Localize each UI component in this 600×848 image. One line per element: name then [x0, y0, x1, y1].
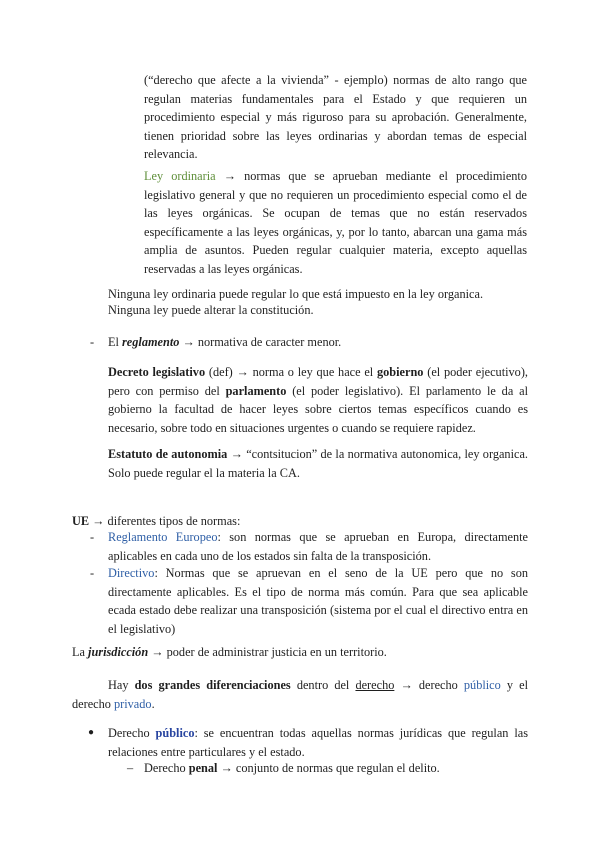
- reglamento-post: → normativa de caracter menor.: [179, 335, 342, 349]
- arrow-text: →: [215, 169, 245, 183]
- derecho-penal-item: [144, 759, 528, 778]
- term-ue: UE: [72, 514, 90, 528]
- term-directivo: Directivo: [108, 566, 155, 580]
- term-parlamento: parlamento: [225, 383, 287, 398]
- ue-item-reglamento-europeo: [108, 528, 528, 565]
- bullet-dot: ●: [88, 727, 95, 738]
- term-derecho: derecho: [355, 678, 395, 692]
- reglamento-bullet: -: [90, 335, 95, 349]
- term-ley-ordinaria: Ley ordinaria: [144, 169, 216, 183]
- term-reglamento: reglamento: [122, 335, 180, 349]
- paragraph-ley-organica-cont: (“derecho que afecte a la vivienda” - ejemplo) normas de alto rango que regulan materias fundamentales para el Estado y que requieren un procedimiento especial y más riguroso para su aprobación. Generalmente, tienen prioridad sobre las leyes ordinarias y abordan temas de especial relevancia.: [144, 73, 527, 161]
- publico-text: : se encuentran todas aquellas normas jurídicas que regulan las relaciones entre particulares y el estado.: [108, 726, 528, 759]
- hay-t5: .: [151, 696, 155, 711]
- jurisdiccion-post: → poder de administrar justicia en un territorio.: [148, 645, 387, 659]
- term-estatuto: Estatuto de autonomia: [108, 447, 228, 461]
- ue-text: → diferentes tipos de normas:: [89, 514, 241, 528]
- term-gobierno: gobierno: [377, 365, 424, 379]
- jurisdiccion-line: [72, 643, 528, 662]
- penal-post: → conjunto de normas que regulan el delito.: [217, 761, 440, 775]
- reglamento-pre: El: [108, 335, 123, 349]
- term-penal: penal: [188, 761, 218, 775]
- reglamento-europeo-text: : son normas que se aprueban en Europa, directamente aplicables en cada uno de los estados sin falta de la transposición.: [108, 530, 528, 563]
- paragraph-ley-ordinaria: [144, 167, 527, 278]
- note-ley-ordinaria: Ninguna ley ordinaria puede regular lo que está impuesto en la ley organica.: [108, 287, 484, 301]
- ue-item-bullet: -: [90, 530, 95, 544]
- note-constitucion: Ninguna ley puede alterar la constitución.: [108, 303, 314, 317]
- term-privado: privado: [114, 696, 152, 711]
- publico-pre: Derecho: [108, 726, 156, 740]
- paragraph-estatuto: [108, 445, 528, 482]
- hay-t1: Hay: [108, 678, 135, 692]
- ley-ordinaria-text: normas que se aprueban mediante el procedimiento legislativo general y que no requieren un procedimiento especial como el de las leyes orgánicas. Se ocupan de temas que no están reservados específicamente a las leyes orgánicas, y, por lo tanto, abarcan una gama más amplia de asuntos. Pueden regular cualquier materia, excepto aquellas reservadas a las leyes orgánicas.: [144, 169, 527, 276]
- term-jurisdiccion: jurisdicción: [88, 645, 149, 659]
- term-derecho-publico: público: [155, 726, 195, 740]
- directivo-text: : Normas que se apruevan en el seno de la UE pero que no son directamente aplicables. Es el tipo de norma más común. Para que sea aplicable ecada estado debe realizar una transposición (sistema por el cual el directivo entra en el legislativo): [108, 566, 528, 636]
- term-diferenciaciones: dos grandes diferenciaciones: [134, 678, 291, 692]
- decreto-t2: (el poder ejecutivo), pero con permiso del: [108, 365, 528, 398]
- term-decreto: Decreto legislativo: [108, 365, 206, 379]
- estatuto-text: → “contsitucion” de la normativa autonomica, ley organica. Solo puede regular el la materia la CA.: [108, 447, 528, 480]
- decreto-t3: (el poder legislativo). El parlamento le da al gobierno la facultad de hacer leyes sobre ciertos temas específicos cuando es necesario, sobre todo en situaciones urgentes o cuando se requiere rapidez.: [108, 383, 528, 435]
- ue-item-directivo: [108, 564, 528, 638]
- derecho-publico-item: [108, 724, 528, 761]
- decreto-t1: (def) → norma o ley que hace el: [205, 365, 377, 379]
- ue-item-bullet: -: [90, 566, 95, 580]
- sub-bullet: –: [127, 761, 134, 775]
- paragraph-diferenciaciones: [72, 676, 528, 713]
- term-publico: público: [463, 678, 501, 692]
- hay-t3: → derecho: [394, 678, 464, 692]
- hay-t2: dentro del: [290, 678, 356, 692]
- jurisdiccion-pre: La: [72, 645, 89, 659]
- hay-t4: y el derecho: [72, 678, 529, 711]
- term-reglamento-europeo: Reglamento Europeo: [108, 530, 218, 544]
- paragraph-decreto: [108, 363, 528, 437]
- reglamento-line: [108, 333, 528, 352]
- penal-pre: Derecho: [144, 761, 189, 775]
